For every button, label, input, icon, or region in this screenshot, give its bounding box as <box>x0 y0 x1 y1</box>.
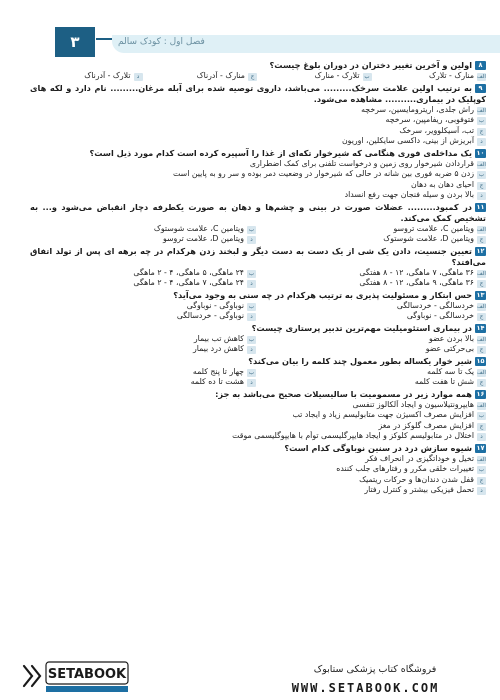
option-letter: د <box>247 379 256 387</box>
answer-option[interactable] <box>30 224 256 235</box>
question-item <box>30 83 486 147</box>
answer-option[interactable] <box>30 400 486 411</box>
answer-option[interactable] <box>30 190 486 201</box>
option-text: کاهش تب بیمار <box>193 333 244 343</box>
option-letter: ج <box>248 73 257 81</box>
option-letter: ب <box>248 336 255 343</box>
option-text: یک تا سه کلمه <box>427 366 474 376</box>
option-text: خردسالگی - خردسالگی <box>396 300 474 310</box>
option-text: افزایش مصرف اکسیژن جهت متابولیسم زیاد و ایجاد تب <box>292 410 474 419</box>
question-item <box>30 323 486 355</box>
question-item <box>30 60 486 82</box>
question-list <box>30 60 486 497</box>
option-letter: الف <box>477 74 486 80</box>
option-text: ویتامین D، علامت تروسو <box>162 234 244 243</box>
option-text: بالا بردن و سیله فنجان جهت رفع انسداد <box>344 190 474 199</box>
question-text: شیر خوار یکساله بطور معمول چند کلمه را بیان می‌کند؟ <box>248 355 472 366</box>
answer-option[interactable] <box>30 410 486 421</box>
answer-option[interactable] <box>30 268 256 279</box>
answer-options <box>30 454 486 496</box>
option-text: تلارک - آدرناک <box>84 71 131 80</box>
question-stem <box>30 290 486 301</box>
option-letter: د <box>247 280 256 288</box>
option-text: هایپرونتیلاسیون و ایجاد آلکالوز تنفسی <box>352 399 474 409</box>
option-text: راش جلدی، اریترومایسین، سرخچه <box>361 104 474 114</box>
option-text: تب، آسیکلوویر، سرخک <box>399 125 474 135</box>
option-text: خردسالگی - نوباوگی <box>406 311 474 320</box>
option-letter: د <box>477 487 486 495</box>
option-letter: ج <box>477 128 486 136</box>
option-letter: ج <box>477 423 486 431</box>
question-text: یک مداخله‌ی فوری هنگامی که شیرخوار تکه‌ای از غذا را آسپیره کرده است کدام مورد ذیل است؟ <box>89 147 472 158</box>
option-text: بالا بردن عضو <box>428 333 474 343</box>
option-text: فتوفوبی، ریفامپین، سرخچه <box>385 115 474 124</box>
question-text: شیوه سازش درد در سنین نوباوگی کدام است؟ <box>284 442 472 453</box>
svg-text:SETABOOK: SETABOOK <box>47 667 127 682</box>
option-letter: الف <box>477 402 486 409</box>
option-text: چهار تا پنج کلمه <box>192 366 244 376</box>
answer-option[interactable] <box>260 301 486 312</box>
answer-option[interactable] <box>260 334 486 345</box>
option-letter: ج <box>477 346 486 354</box>
option-letter: د <box>134 73 143 81</box>
answer-option[interactable] <box>259 71 372 82</box>
option-text: بی‌حرکتی عضو <box>425 344 474 353</box>
question-item <box>30 148 486 201</box>
option-letter: ب <box>478 118 485 124</box>
shop-url[interactable]: WWW.SETABOOK.COM <box>291 681 440 695</box>
option-text: ۳۶ ماهگی، ۹ ماهگی، ۱۲ - ۸ هفتگی <box>359 278 474 287</box>
option-text: نوباوگی - نوباوگی <box>186 300 244 310</box>
question-number-badge: ۱۳ <box>476 290 485 299</box>
option-letter: ج <box>477 379 486 387</box>
option-letter: ب <box>248 270 255 277</box>
answer-options <box>30 224 486 245</box>
option-text: ویتامین C، علامت تروسو <box>393 223 474 233</box>
question-number-badge: ۸ <box>475 61 486 70</box>
option-text: قفل شدن دندان‌ها و حرکات ریتمیک <box>359 474 474 484</box>
question-text: همه موارد زیر در مسمومیت با سالیسیلات صحیح می‌باشد به جز: <box>215 388 472 399</box>
answer-options <box>30 105 486 147</box>
answer-option[interactable] <box>30 475 486 486</box>
option-letter: د <box>477 138 486 146</box>
option-letter: ب <box>364 74 370 80</box>
question-stem <box>30 246 486 268</box>
option-letter: الف <box>477 107 486 114</box>
answer-option[interactable] <box>30 71 143 82</box>
option-letter: ج <box>477 182 486 190</box>
answer-option[interactable] <box>30 180 486 191</box>
question-stem <box>30 356 486 367</box>
question-stem <box>30 83 486 105</box>
option-letter: د <box>247 313 256 321</box>
question-text: به ترتیب اولین علامت سرخک......... می‌باشد، داروی توصیه شده برای آبله مرغان......... نام دارد و لکه های کوپلیک در بیماری.......... مشاهده می‌شود. <box>30 82 486 104</box>
question-text: اولین و آخرین تغییر دختران در دوران بلوغ چیست؟ <box>269 60 472 70</box>
option-letter: الف <box>477 226 486 233</box>
question-text: در کمبود......... عضلات صورت در بینی و چشم‌ها و دهان به صورت یکطرفه دچار انقباض می‌شود و... به تشخیص کمک می‌کند. <box>30 201 486 223</box>
option-text: تلارک - منارک <box>314 71 360 80</box>
question-number-badge: ۱۱ <box>476 202 485 211</box>
question-item <box>30 202 486 245</box>
option-letter: د <box>247 346 256 354</box>
question-stem <box>30 389 486 400</box>
question-text: در بیماری استئومیلیت مهم‌ترین تدبیر پرستاری چیست؟ <box>251 322 472 333</box>
answer-options <box>30 334 486 355</box>
answer-options <box>30 268 486 289</box>
answer-option[interactable] <box>30 105 486 116</box>
option-text: تحمل فیزیکی بیشتر و کنترل رفتار <box>364 485 474 494</box>
option-letter: الف <box>477 303 486 310</box>
page-header <box>0 27 500 57</box>
option-letter: ب <box>478 172 485 178</box>
answer-options <box>30 400 486 442</box>
chapter-title: فصل اول : کودک سالم <box>118 37 205 47</box>
option-text: ۳۶ ماهگی، ۷ ماهگی، ۱۲ - ۸ هفتگی <box>359 267 474 277</box>
answer-option[interactable] <box>30 169 486 180</box>
answer-option[interactable] <box>260 311 486 322</box>
option-letter: الف <box>477 336 486 343</box>
option-letter: ج <box>477 313 486 321</box>
option-text: احیای دهان به دهان <box>411 179 474 189</box>
option-letter: د <box>477 192 486 200</box>
option-text: زدن ۵ ضربه فوری بین شانه در حالی که شیرخوار در وضعیت دمر بوده و سر رو به پایین است <box>173 169 474 178</box>
option-text: تغییرات خلقی مکرر و رفتارهای جلب کننده <box>336 464 474 473</box>
answer-option[interactable] <box>30 344 256 355</box>
question-item <box>30 356 486 388</box>
answer-option[interactable] <box>30 485 486 496</box>
answer-option[interactable] <box>30 159 486 170</box>
option-letter: ج <box>477 236 486 244</box>
option-text: آبریزش از بینی، داکسی سایکلین، اوریون <box>341 136 474 145</box>
answer-option[interactable] <box>30 311 256 322</box>
header-divider <box>96 38 112 40</box>
option-letter: الف <box>477 161 486 168</box>
answer-options <box>30 301 486 322</box>
option-text: شش تا هفت کلمه <box>414 377 474 386</box>
question-text: تعیین جنسیت، دادن یک شی از یک دست به دست دیگر و لبخند زدن هرکدام در چه برهه ای پس از تولد اتفاق می‌افتد؟ <box>30 245 486 267</box>
option-letter: ب <box>248 303 255 310</box>
option-letter: الف <box>477 270 486 277</box>
option-text: تخیل و خوداتگیزی در انحراف فکر <box>365 453 474 463</box>
option-letter: الف <box>477 456 486 463</box>
option-letter: ب <box>248 226 255 233</box>
answer-option[interactable] <box>30 115 486 126</box>
question-item <box>30 389 486 442</box>
answer-option[interactable] <box>260 344 486 355</box>
page-number: ۳ <box>55 27 95 57</box>
question-number-badge: ۱۴ <box>476 323 485 332</box>
question-number-badge: ۱۲ <box>476 246 485 255</box>
option-text: قراردادن شیرخوار روی زمین و درخواست تلفنی برای کمک اضطراری <box>249 158 474 168</box>
question-number-badge: ۹ <box>475 84 486 93</box>
question-item <box>30 246 486 289</box>
option-text: ویتامین D، علامت شوستوک <box>383 234 474 243</box>
question-number-badge: ۱۰ <box>476 148 485 157</box>
option-text: نوباوگی - خردسالگی <box>176 311 244 320</box>
question-stem <box>30 148 486 159</box>
answer-option[interactable] <box>30 454 486 465</box>
option-letter: ب <box>478 467 485 473</box>
answer-option[interactable] <box>260 224 486 235</box>
answer-option[interactable] <box>30 367 256 378</box>
answer-option[interactable] <box>30 301 256 312</box>
answer-option[interactable] <box>30 278 256 289</box>
answer-option[interactable] <box>260 278 486 289</box>
question-item <box>30 443 486 496</box>
option-text: منارک - آدرناک <box>196 71 245 80</box>
question-number-badge: ۱۵ <box>476 356 485 365</box>
question-number-badge: ۱۶ <box>476 389 485 398</box>
option-text: ویتامین C، علامت شوستوک <box>153 223 244 233</box>
setabook-logo <box>18 658 138 694</box>
answer-option[interactable] <box>145 71 258 82</box>
option-text: ۲۴ ماهگی، ۷ ماهگی، ۴ - ۲ ماهگی <box>133 278 244 287</box>
question-stem <box>30 443 486 454</box>
answer-option[interactable] <box>374 71 487 82</box>
answer-option[interactable] <box>260 377 486 388</box>
option-letter: ج <box>477 477 486 485</box>
question-text: حس ابتکار و مسئولیت پذیری به ترتیب هرکدام در چه سنی به وجود می‌آید؟ <box>173 289 472 300</box>
question-stem <box>30 323 486 334</box>
question-stem <box>30 60 486 71</box>
option-letter: د <box>477 433 486 441</box>
question-item <box>30 290 486 322</box>
answer-option[interactable] <box>30 421 486 432</box>
option-text: هشت تا ده کلمه <box>190 377 244 386</box>
answer-options <box>30 159 486 201</box>
answer-option[interactable] <box>30 234 256 245</box>
option-letter: ب <box>248 369 255 376</box>
answer-option[interactable] <box>260 268 486 279</box>
option-letter: د <box>247 236 256 244</box>
shop-name: فروشگاه کتاب پزشکی ستابوک <box>313 664 437 675</box>
option-text: اختلال در متابولیسم کلوکز و ایجاد هایپرگلیسمی توأم با هایپوگلیسمی موقت <box>232 431 474 440</box>
option-text: کاهش درد بیمار <box>193 344 244 353</box>
answer-options <box>30 367 486 388</box>
answer-option[interactable] <box>30 431 486 442</box>
answer-option[interactable] <box>30 334 256 345</box>
question-number-badge: ۱۷ <box>476 443 485 452</box>
option-text: منارک - تلارک <box>429 71 474 80</box>
option-letter: ب <box>478 413 485 419</box>
option-letter: الف <box>477 369 486 376</box>
answer-options <box>30 71 486 82</box>
answer-option[interactable] <box>30 126 486 137</box>
answer-option[interactable] <box>260 367 486 378</box>
option-letter: ج <box>477 280 486 288</box>
option-text: ۲۴ ماهگی، ۵ ماهگی، ۴ - ۲ ماهگی <box>133 267 244 277</box>
answer-option[interactable] <box>30 377 256 388</box>
answer-option[interactable] <box>260 234 486 245</box>
question-stem <box>30 202 486 224</box>
page-footer <box>0 648 500 700</box>
answer-option[interactable] <box>30 136 486 147</box>
answer-option[interactable] <box>30 464 486 475</box>
option-text: افزایش مصرف گلوکز در مغز <box>378 420 474 430</box>
